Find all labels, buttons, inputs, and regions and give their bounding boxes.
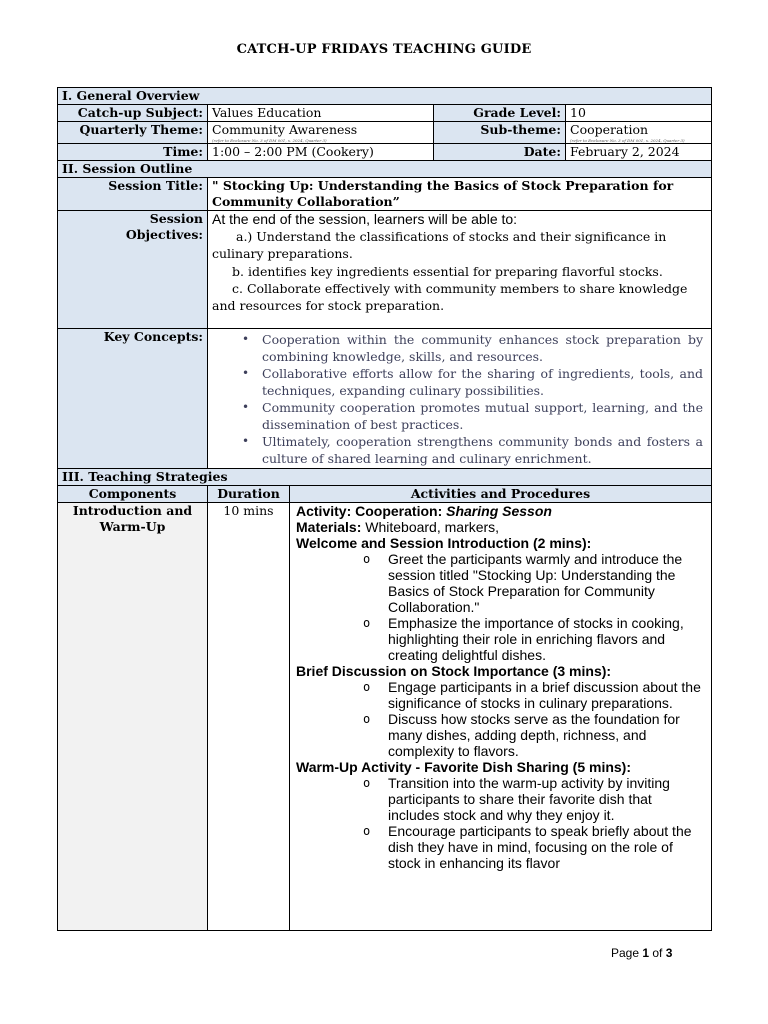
theme-value: Community Awareness [212,122,358,137]
objectives-label [58,211,208,329]
procedure-list [296,551,707,663]
procedure-item: o Engage participants in a brief discussion about the significance of stocks in culinary preparations. [363,679,701,711]
page-number: 1 [642,946,650,960]
procedure-item: o Transition into the warm-up activity by inviting participants to share their favorite dish that includes stock and why they enjoy it. [363,775,670,823]
bullet-icon: o [363,552,371,566]
procedure-item: o Encourage participants to speak briefly about the dish they have in mind, focusing on the role of stock in enhancing its flavor [363,823,692,871]
time-label: Time: [58,144,208,161]
date-label: Date: [434,144,566,161]
objective-b: b. identifies key ingredients essential for preparing flavorful stocks. [232,264,663,279]
session-title-value: " Stocking Up: Understanding the Basics of Stock Preparation for Community Collaboration” [208,178,712,211]
subject-value: Values Education [208,105,434,122]
key-concept-item: • Cooperation within the community enhances stock preparation by combining knowledge, skills, and resources. [262,331,707,365]
bullet-icon: o [363,824,371,838]
bullet-icon: o [363,616,371,630]
key-concept-item: • Community cooperation promotes mutual support, learning, and the dissemination of best practices. [262,399,707,433]
subtheme-cell [566,122,712,144]
procedure-item: o Emphasize the importance of stocks in cooking, highlighting their role in enriching flavors and creating delightful dishes. [363,615,684,663]
objectives-label-line1: Session [149,211,203,226]
procedure-item: o Greet the participants warmly and introduce the session titled "Stocking Up: Understanding the Basics of Stock Preparation for Community Collaboration." [363,551,683,615]
key-concept-item: • Ultimately, cooperation strengthens community bonds and fosters a culture of shared learning and culinary enrichment. [262,433,707,467]
page-footer: Page 1 of 3 [611,946,673,960]
objective-a: a.) Understand the classifications of stocks and their significance in culinary preparations. [212,229,667,261]
section-session-outline: II. Session Outline [58,161,712,178]
section-teaching-strategies: III. Teaching Strategies [58,469,712,486]
theme-cell [208,122,434,144]
section-heading: Brief Discussion on Stock Importance (3 mins): [296,663,612,679]
key-concepts-cell [208,329,712,469]
section-heading: Warm-Up Activity - Favorite Dish Sharing (5 mins): [296,759,632,775]
bullet-icon: o [363,712,371,726]
session-title-label: Session Title: [58,178,208,211]
procedure-list [296,679,707,759]
page-title: CATCH-UP FRIDAYS TEACHING GUIDE [236,42,532,57]
col-header-components: Components [58,486,208,503]
objective-c: c. Collaborate effectively with community members to share knowledge and resources for stock preparation. [212,281,688,313]
teaching-guide-table [57,87,712,931]
key-concepts-list [212,331,707,467]
col-header-activities: Activities and Procedures [290,486,712,503]
subtheme-note: (refer to Enclosure No. 3 of DM 001, s. 2024, Quarter 3) [570,138,685,143]
materials-line: Materials: Whiteboard, markers, [296,519,500,535]
subtheme-label: Sub-theme: [434,122,566,144]
col-header-duration: Duration [208,486,290,503]
activities-cell [290,503,712,931]
section-heading: Welcome and Session Introduction (2 mins): [296,535,592,551]
subtheme-value: Cooperation [570,122,649,137]
objectives-cell [208,211,712,329]
objectives-intro: At the end of the session, learners will be able to: [212,211,518,227]
theme-label: Quarterly Theme: [58,122,208,144]
grade-value: 10 [566,105,712,122]
component-cell [58,503,208,931]
theme-note: (refer to Enclosure No. 3 of DM 001, s. 2024, Quarter 3) [212,138,327,143]
section-general-overview: I. General Overview [58,88,712,105]
key-concepts-label: Key Concepts: [58,329,208,469]
component-line1: Introduction and [72,503,193,518]
bullet-icon: o [363,776,371,790]
procedure-item: o Discuss how stocks serve as the foundation for many dishes, adding depth, richness, and complexity to flavors. [363,711,680,759]
grade-label: Grade Level: [434,105,566,122]
page-total: 3 [665,946,673,960]
duration-cell: 10 mins [208,503,290,931]
key-concept-item: • Collaborative efforts allow for the sharing of ingredients, tools, and techniques, expanding culinary possibilities. [262,365,707,399]
activity-title: Activity: Cooperation: Sharing Sesson [296,503,552,519]
bullet-icon: o [363,680,371,694]
objectives-label-line2: Objectives: [125,227,203,242]
subject-label: Catch-up Subject: [58,105,208,122]
time-value: 1:00 – 2:00 PM (Cookery) [208,144,434,161]
component-line2: Warm-Up [99,519,166,534]
date-value: February 2, 2024 [566,144,712,161]
procedure-list [296,775,707,871]
